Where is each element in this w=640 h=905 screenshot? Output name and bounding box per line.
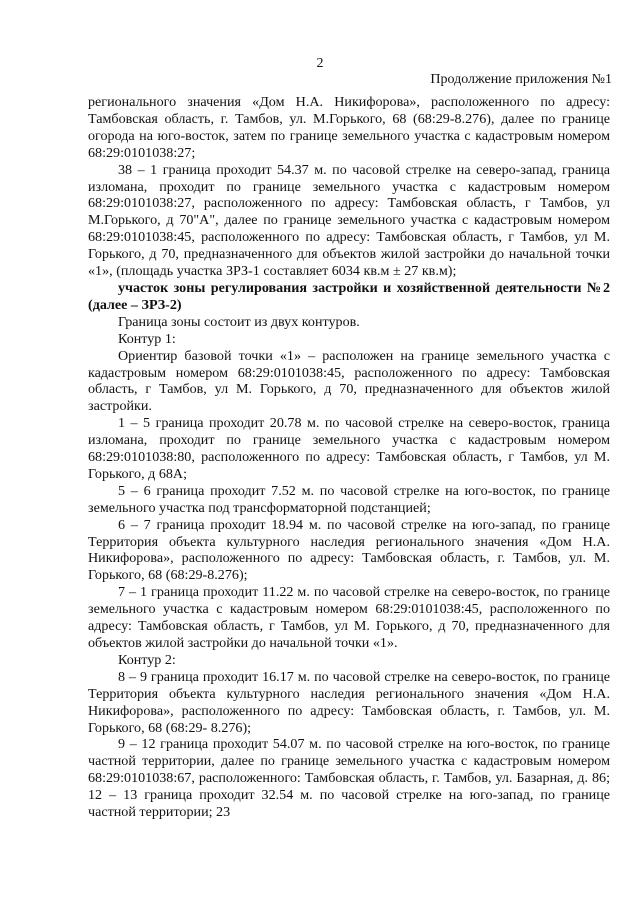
paragraph-boundary-9-12: 9 – 12 граница проходит 54.07 м. по часовой стрелке на юго-восток, по границе частной территории, далее по границе земельного участка с кадастровым номером 68:29:0101038:67, расположенного: Тамбовская область, г. Тамбов, ул. Базарная, д. 86; 12 – 13 граница проходит 32.54 м. по часовой стрелке на юго-запад, по границе частной территории; 23 — [88, 736, 610, 821]
paragraph-contour-1-label: Контур 1: — [118, 330, 176, 347]
paragraph-boundary-1-5: 1 – 5 граница проходит 20.78 м. по часовой стрелке на северо-восток, граница изломана, проходит по границе земельного участка с кадастровым номером 68:29:0101038:80, расположенного по адресу: Тамбовская область, г Тамбов, ул М. Горького, д 68А; — [88, 415, 610, 482]
appendix-note: Продолжение приложения №1 — [430, 72, 612, 87]
paragraph-base-point: Ориентир базовой точки «1» – расположен на границе земельного участка с кадастровым номером 68:29:0101038:45, расположенного по адресу: Тамбовская область, г Тамбов, ул М. Горького, д 70, предназначенного для объектов жилой застройки. — [88, 347, 610, 415]
section-heading-zrz-2: участок зоны регулирования застройки и хозяйственной деятельности №2 (далее – ЗРЗ-2) — [88, 279, 610, 313]
paragraph-contours-note: Граница зоны состоит из двух контуров. — [118, 313, 360, 330]
paragraph-boundary-6-7: 6 – 7 граница проходит 18.94 м. по часовой стрелке на юго-запад, по границе Территория объекта культурного наследия регионального значения «Дом Н.А. Никифорова», расположенного по адресу: Тамбовская область, г. Тамбов, ул. М. Горького, 68 (68:29-8.276); — [88, 516, 610, 584]
paragraph-continuation: регионального значения «Дом Н.А. Никифорова», расположенного по адресу: Тамбовская область, г. Тамбов, ул. М.Горького, 68 (68:29-8.276), далее по границе огорода на юго-восток, затем по границе земельного участка с кадастровым номером 68:29:0101038:27; — [88, 94, 610, 161]
paragraph-boundary-7-1: 7 – 1 граница проходит 11.22 м. по часовой стрелке на северо-восток, по границе земельного участка с кадастровым номером 68:29:0101038:45, расположенного по адресу: Тамбовская область, г Тамбов, ул М. Горького, д 70, предназначенного для объектов жилой застройки до начальной точки «1». — [88, 584, 610, 651]
paragraph-boundary-8-9: 8 – 9 граница проходит 16.17 м. по часовой стрелке на северо-восток, по границе Территория объекта культурного наследия регионального значения «Дом Н.А. Никифорова», расположенного по адресу: Тамбовская область, г. Тамбов, ул. М. Горького, 68 (68:29- 8.276); — [88, 668, 610, 736]
document-body — [88, 94, 610, 821]
paragraph-boundary-5-6: 5 – 6 граница проходит 7.52 м. по часовой стрелке на юго-восток, по границе земельного участка под трансформаторной подстанцией; — [88, 482, 610, 516]
page-number: 2 — [316, 56, 324, 71]
paragraph-contour-2-label: Контур 2: — [118, 651, 176, 668]
paragraph-boundary-38-1: 38 – 1 граница проходит 54.37 м. по часовой стрелке на северо-запад, граница изломана, проходит по границе земельного участка с кадастровым номером 68:29:0101038:27, расположенного по адресу: Тамбовская область, г Тамбов, ул М.Горького, д 70"А", далее по границе земельного участка с кадастровым номером 68:29:0101038:45, расположенного по адресу: Тамбовская область, г Тамбов, ул М. Горького, д 70, предназначенного для объектов жилой застройки до начальной точки «1», (площадь участка ЗРЗ-1 составляет 6034 кв.м ± 27 кв.м); — [88, 161, 610, 280]
